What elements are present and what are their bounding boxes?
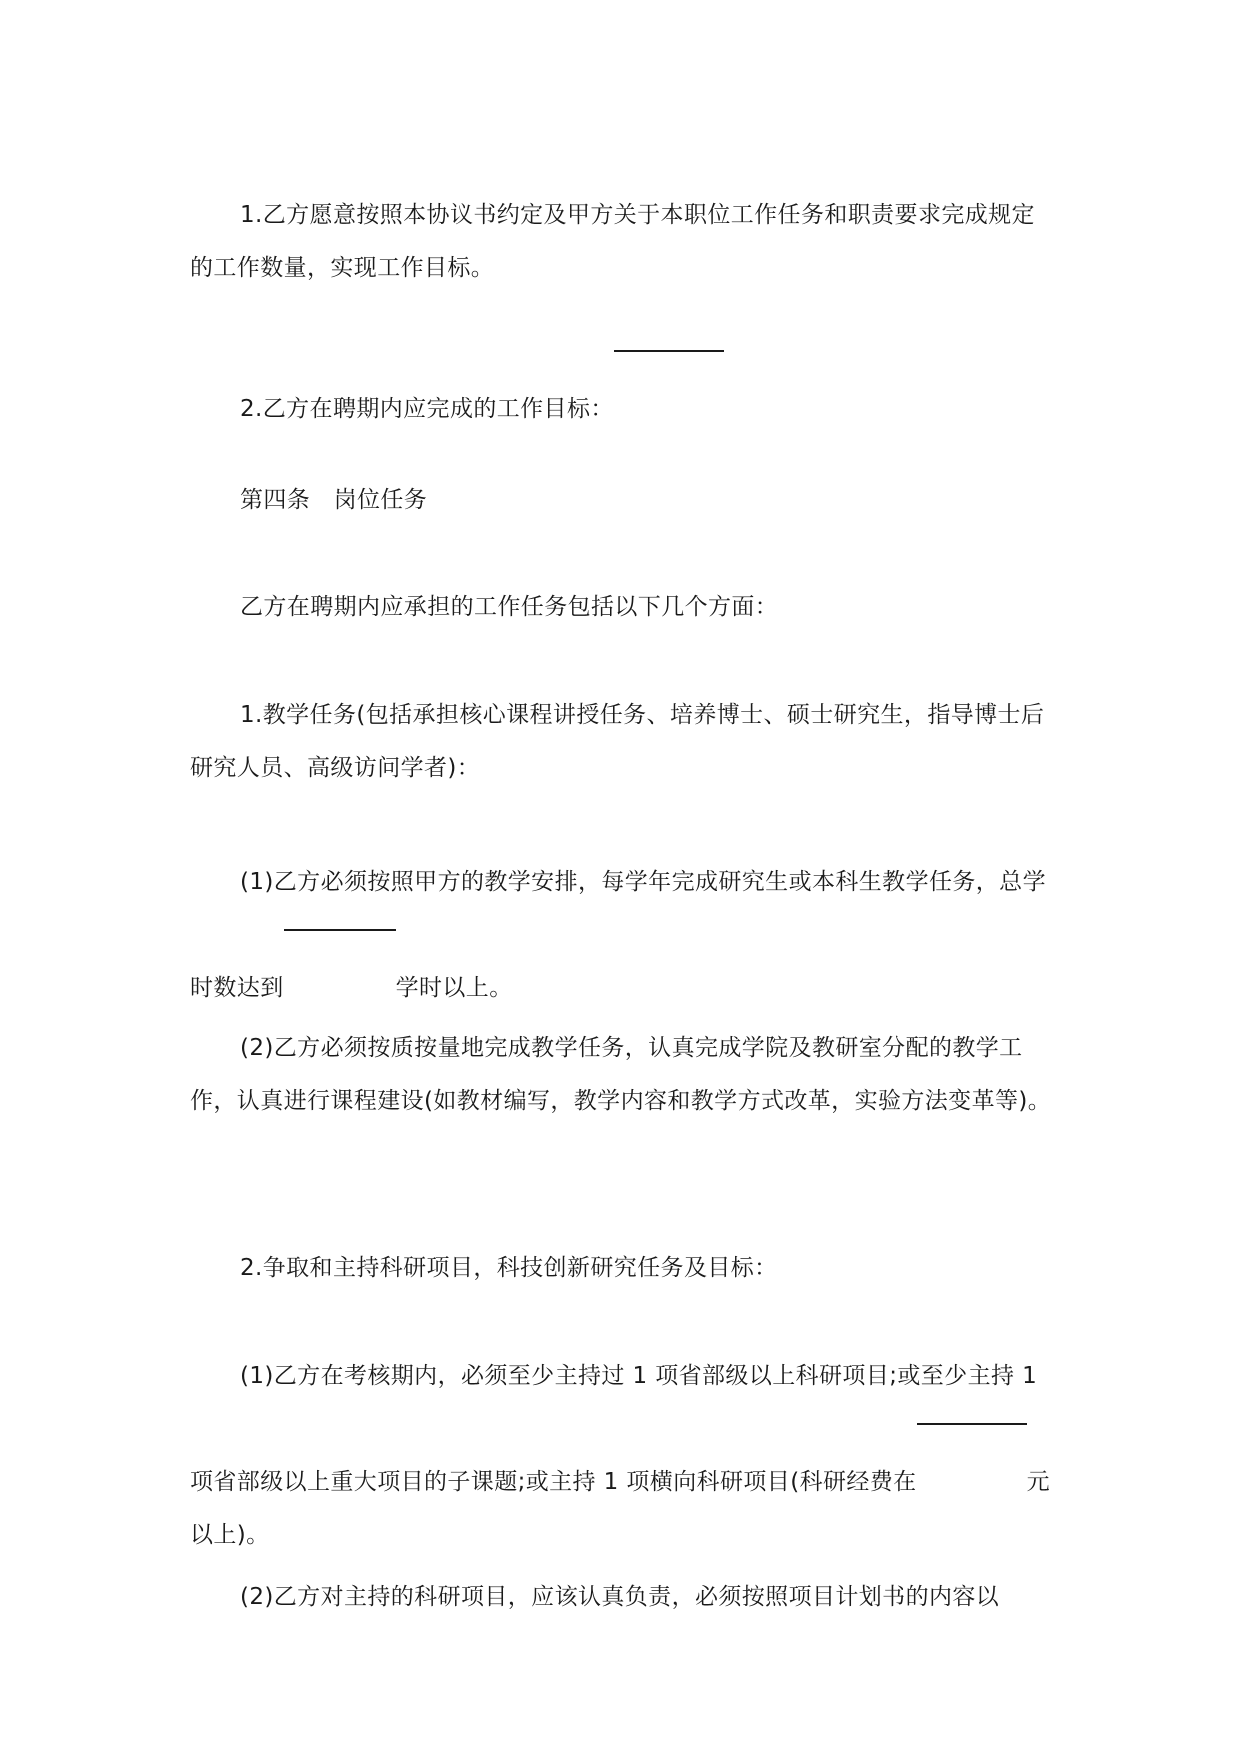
paragraph-research-responsibility bbox=[190, 1571, 1055, 1624]
paragraph-text: 学时以上。 bbox=[395, 975, 513, 1001]
paragraph-research-projects bbox=[190, 1350, 1055, 1562]
paragraph-teaching-hours bbox=[190, 856, 1055, 1015]
paragraph-work-goal bbox=[190, 330, 1055, 436]
paragraph-research-task bbox=[190, 1242, 1055, 1295]
paragraph-text: (2)乙方对主持的科研项目，应该认真负责，必须按照项目计划书的内容以 bbox=[240, 1584, 1000, 1610]
paragraph-text: (2)乙方必须按质按量地完成教学任务，认真完成学院及教研室分配的教学工作，认真进行课程建设(如教材编写，教学内容和教学方式改革，实验方法变革等)。 bbox=[190, 1035, 1052, 1114]
paragraph-text: 2.争取和主持科研项目，科技创新研究任务及目标： bbox=[240, 1255, 778, 1281]
paragraph-text: 1.乙方愿意按照本协议书约定及甲方关于本职位工作任务和职责要求完成规定的工作数量，实现工作目标。 bbox=[190, 202, 1035, 281]
paragraph-text: 2.乙方在聘期内应完成的工作目标： bbox=[240, 396, 614, 422]
paragraph-task-intro bbox=[190, 581, 1055, 634]
fill-in-blank bbox=[284, 909, 396, 931]
paragraph-teaching-quality bbox=[190, 1022, 1055, 1128]
paragraph-text: 元以上)。 bbox=[190, 1469, 1050, 1548]
paragraph-teaching-task bbox=[190, 689, 1055, 795]
article-title: 第四条 岗位任务 bbox=[240, 487, 428, 513]
paragraph-text: (1)乙方在考核期内，必须至少主持过 1 项省部级以上科研项目;或至少主持 1 项省部级以上重大项目的子课题;或主持 1 项横向科研项目(科研经费在 bbox=[190, 1363, 1038, 1495]
paragraph-text: 1.教学任务(包括承担核心课程讲授任务、培养博士、硕士研究生，指导博士后研究人员、高级访问学者)： bbox=[190, 702, 1045, 781]
paragraph-text: 乙方在聘期内应承担的工作任务包括以下几个方面： bbox=[240, 594, 779, 620]
fill-in-blank bbox=[614, 330, 724, 352]
paragraph-work-quantity bbox=[190, 189, 1055, 295]
article-heading bbox=[190, 474, 1055, 527]
fill-in-blank bbox=[917, 1403, 1027, 1425]
paragraph-text: (1)乙方必须按照甲方的教学安排，每学年完成研究生或本科生教学任务，总学时数达到 bbox=[190, 869, 1046, 1001]
